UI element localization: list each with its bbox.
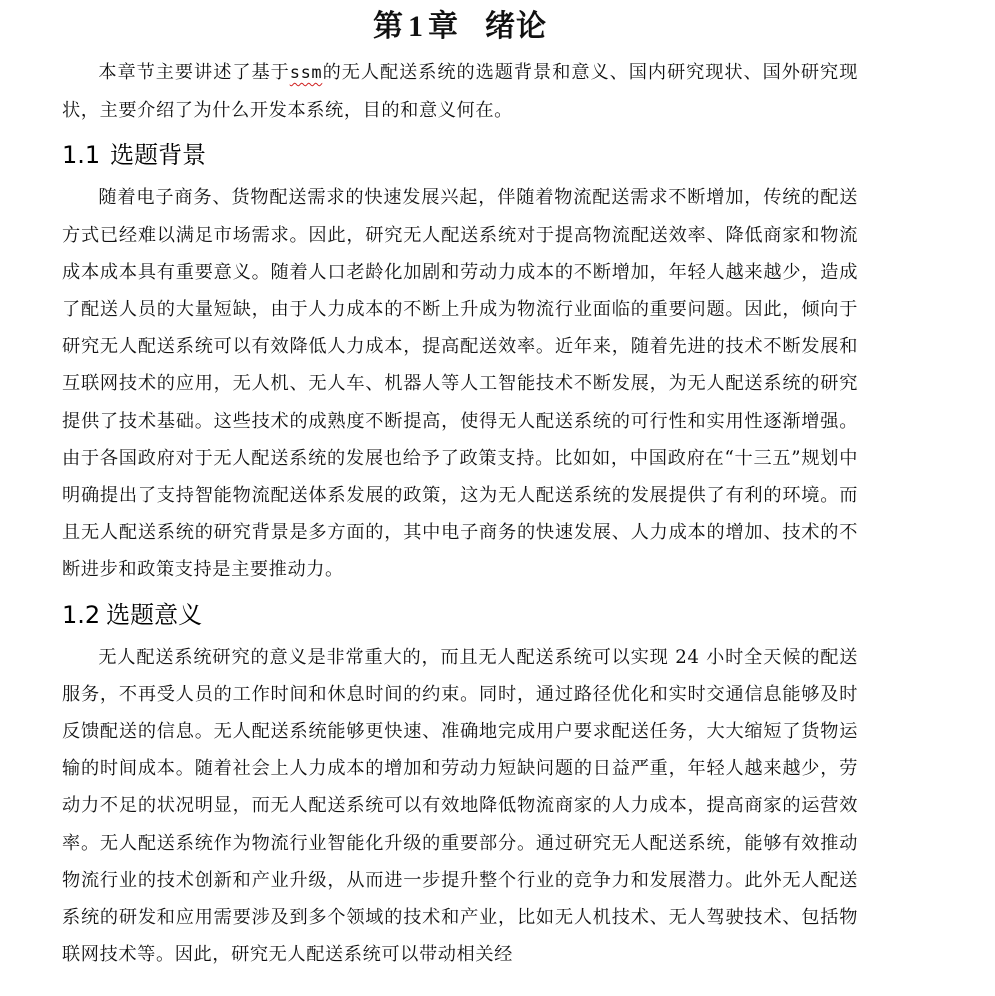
section-number: 1.1 (62, 141, 101, 170)
section-heading-significance (62, 589, 858, 639)
chapter-number: 1 (408, 10, 424, 43)
intro-text-before: 本章节主要讲述了基于 (98, 62, 290, 83)
significance-paragraph[interactable]: 无人配送系统研究的意义是非常重大的，而且无人配送系统可以实现 24 小时全天候的配送服务，不再受人员的工作时间和休息时间的约束。同时，通过路径优化和实时交通信息能够及时反馈配送的信息。无人配送系统能够更快速、准确地完成用户要求配送任务，大大缩短了货物运输的时间成本。随着社会上人力成本的增加和劳动力短缺问题的日益严重，年轻人越来越少，劳动力不足的状况明显，而无人配送系统可以有效地降低物流商家的人力成本，提高商家的运营效率。无人配送系统作为物流行业智能化升级的重要部分。通过研究无人配送系统，能够有效推动物流行业的技术创新和产业升级，从而进一步提升整个行业的竞争力和发展潜力。此外无人配送系统的研发和应用需要涉及到多个领域的技术和产业，比如无人机技术、无人驾驶技术、包括物联网技术等。因此，研究无人配送系统可以带动相关经 (62, 646, 858, 966)
background-paragraph[interactable]: 随着电子商务、货物配送需求的快速发展兴起，伴随着物流配送需求不断增加，传统的配送方式已经难以满足市场需求。因此，研究无人配送系统对于提高物流配送效率、降低商家和物流成本成本具有重要意义。随着人口老龄化加剧和劳动力成本的不断增加，年轻人越来越少，造成了配送人员的大量短缺，由于人力成本的不断上升成为物流行业面临的重要问题。因此，倾向于研究无人配送系统可以有效降低人力成本，提高配送效率。近年来，随着先进的技术不断发展和互联网技术的应用，无人机、无人车、机器人等人工智能技术不断发展，为无人配送系统的研究提供了技术基础。这些技术的成熟度不断提高，使得无人配送系统的可行性和实用性逐渐增强。由于各国政府对于无人配送系统的发展也给予了政策支持。比如如，中国政府在“十三五”规划中明确提出了支持智能物流配送体系发展的政策，这为无人配送系统的发展提供了有利的环境。而且无人配送系统的研究背景是多方面的，其中电子商务的快速发展、人力成本的增加、技术的不断进步和政策支持是主要推动力。 (62, 187, 858, 581)
chapter-title (62, 12, 858, 54)
section-heading-background (62, 129, 858, 179)
section-title: 选题背景 (110, 141, 207, 170)
section-title: 选题意义 (106, 600, 203, 629)
spellcheck-flagged-term[interactable]: ssm (289, 63, 323, 83)
chapter-name: 绪论 (485, 10, 547, 43)
chapter-suffix: 章 (428, 10, 459, 43)
section-number: 1.2 (62, 600, 101, 629)
intro-text-after: 的无人配送系统的选题背景和意义、国内研究现状、国外研究现状，主要介绍了为什么开发本系统，目的和意义何在。 (62, 62, 858, 122)
document-page[interactable] (62, 0, 858, 973)
intro-paragraph[interactable] (62, 54, 858, 129)
chapter-prefix: 第 (373, 10, 404, 43)
